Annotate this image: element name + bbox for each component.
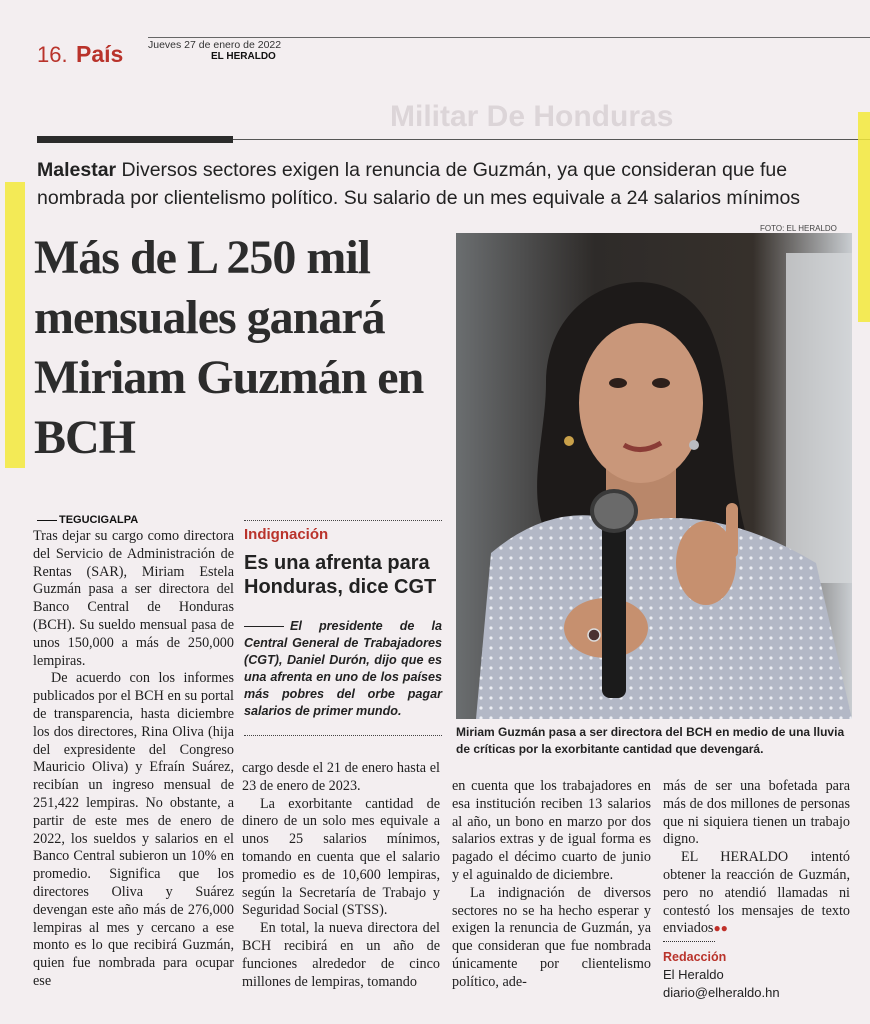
article-column-4 xyxy=(663,778,850,938)
signature-label: Redacción xyxy=(663,950,727,964)
paragraph: cargo desde el 21 de enero hasta el 23 de enero de 2023. xyxy=(242,760,440,794)
end-mark-icon: ●● xyxy=(713,921,728,936)
paragraph: en cuenta que los trabajadores en esa institución reciben 13 salarios al año, un bono en marzo por dos salarios extras y de igual forma es pagado el décimo cuarto de junio y el aguinaldo de diciembre. xyxy=(452,778,651,883)
header-rule xyxy=(148,37,870,38)
paragraph: De acuerdo con los informes publicados por el BCH en su portal de transparencia, hasta diciembre los dos directores, Rina Oliva (hija del expresidente del Congreso Mauricio Oliva) y Efraín Suárez, recibían un ingreso mensual de 251,422 lempiras. No obstante, a partir de este mes de enero de 2022, los sueldos y salarios en el Banco Central subieron un 10% en promedio. Significa que los directores Oliva y Suárez devengan este año más de 276,000 lempiras al mes y cercano a ese monto es lo que recibirá Guzmán, quien fue nombrada para ocupar ese xyxy=(33,670,234,989)
headline: Más de L 250 mil mensuales ganará Miriam Guzmán en BCH xyxy=(34,231,424,464)
article-column-2 xyxy=(242,760,440,991)
lead-kicker: Malestar xyxy=(37,159,117,181)
lead-paragraph xyxy=(37,156,870,212)
issue-date: Jueves 27 de enero de 2022 xyxy=(148,39,282,51)
highlighter-mark-left xyxy=(5,182,25,468)
highlighter-mark-right xyxy=(858,112,870,322)
paragraph-text: EL HERALDO intentó obtener la reacción de Guzmán, pero no atendió llamadas ni contestó los mensajes de texto enviados xyxy=(663,849,850,937)
sidebar-rule-top xyxy=(244,520,442,521)
lead-rule xyxy=(233,139,870,140)
paragraph: La exorbitante cantidad de dinero de un solo mes equivale a unos 25 salarios mínimos, tomando en cuenta que el salario promedio es de 10,600 lempiras, según la Secretaría de Trabajo y Seguridad Social (STSS). xyxy=(242,795,440,919)
bleed-through-text: Militar De Honduras xyxy=(390,100,674,133)
paragraph: En total, la nueva directora del BCH recibirá en un año de funciones alrededor de cinco millones de lempiras, tomando xyxy=(242,920,440,990)
dateline: TEGUCIGALPA xyxy=(37,514,138,526)
lead-bar xyxy=(37,136,233,143)
paragraph: Tras dejar su cargo como directora del Servicio de Administración de Rentas (SAR), Miriam Estela Guzmán pasa a ser directora del Banco Central de Honduras (BCH). Su sueldo mensual pasa de unos 150,000 a más de 250,000 lempiras. xyxy=(33,528,234,669)
paragraph xyxy=(663,849,850,938)
lead-text: Diversos sectores exigen la renuncia de Guzmán, ya que consideran que fue nombrada por clientelismo político. Su salario de un mes equivale a 24 salarios mínimos xyxy=(37,159,801,209)
sidebar-title: Es una afrenta para Honduras, dice CGT xyxy=(244,552,437,598)
section-title: País xyxy=(76,41,124,67)
article-photo xyxy=(456,233,852,719)
article-column-1 xyxy=(33,528,234,991)
article-column-3 xyxy=(452,778,651,992)
photo-caption: Miriam Guzmán pasa a ser directora del BCH en medio de una lluvia de críticas por la exorbitante cantidad que devengará. xyxy=(456,725,845,756)
photo-credit: FOTO: EL HERALDO xyxy=(760,224,837,233)
sidebar-text: El presidente de la Central General de Trabajadores (CGT), Daniel Durón, dijo que es una afrenta en uno de los países más pobres del orbe pagar salarios de primer mundo. xyxy=(244,619,442,718)
newspaper-name: EL HERALDO xyxy=(211,51,276,62)
signature-name: El Heraldo xyxy=(663,967,724,982)
paragraph: más de ser una bofetada para más de dos millones de personas que ni siquiera tienen un trabajo digno. xyxy=(663,778,850,848)
signature-email: diario@elheraldo.hn xyxy=(663,985,780,1000)
signature-rule xyxy=(663,941,715,942)
sidebar-kicker: Indignación xyxy=(244,526,329,543)
paragraph: La indignación de diversos sectores no se ha hecho esperar y exigen la renuncia de Guzmán, ya que consideran que fue nombrada únicamente por clientelismo político, ade- xyxy=(452,884,651,990)
portrait-photo-icon xyxy=(456,233,852,719)
page-number: 16. xyxy=(37,42,68,67)
sidebar-rule-bottom xyxy=(244,735,442,736)
